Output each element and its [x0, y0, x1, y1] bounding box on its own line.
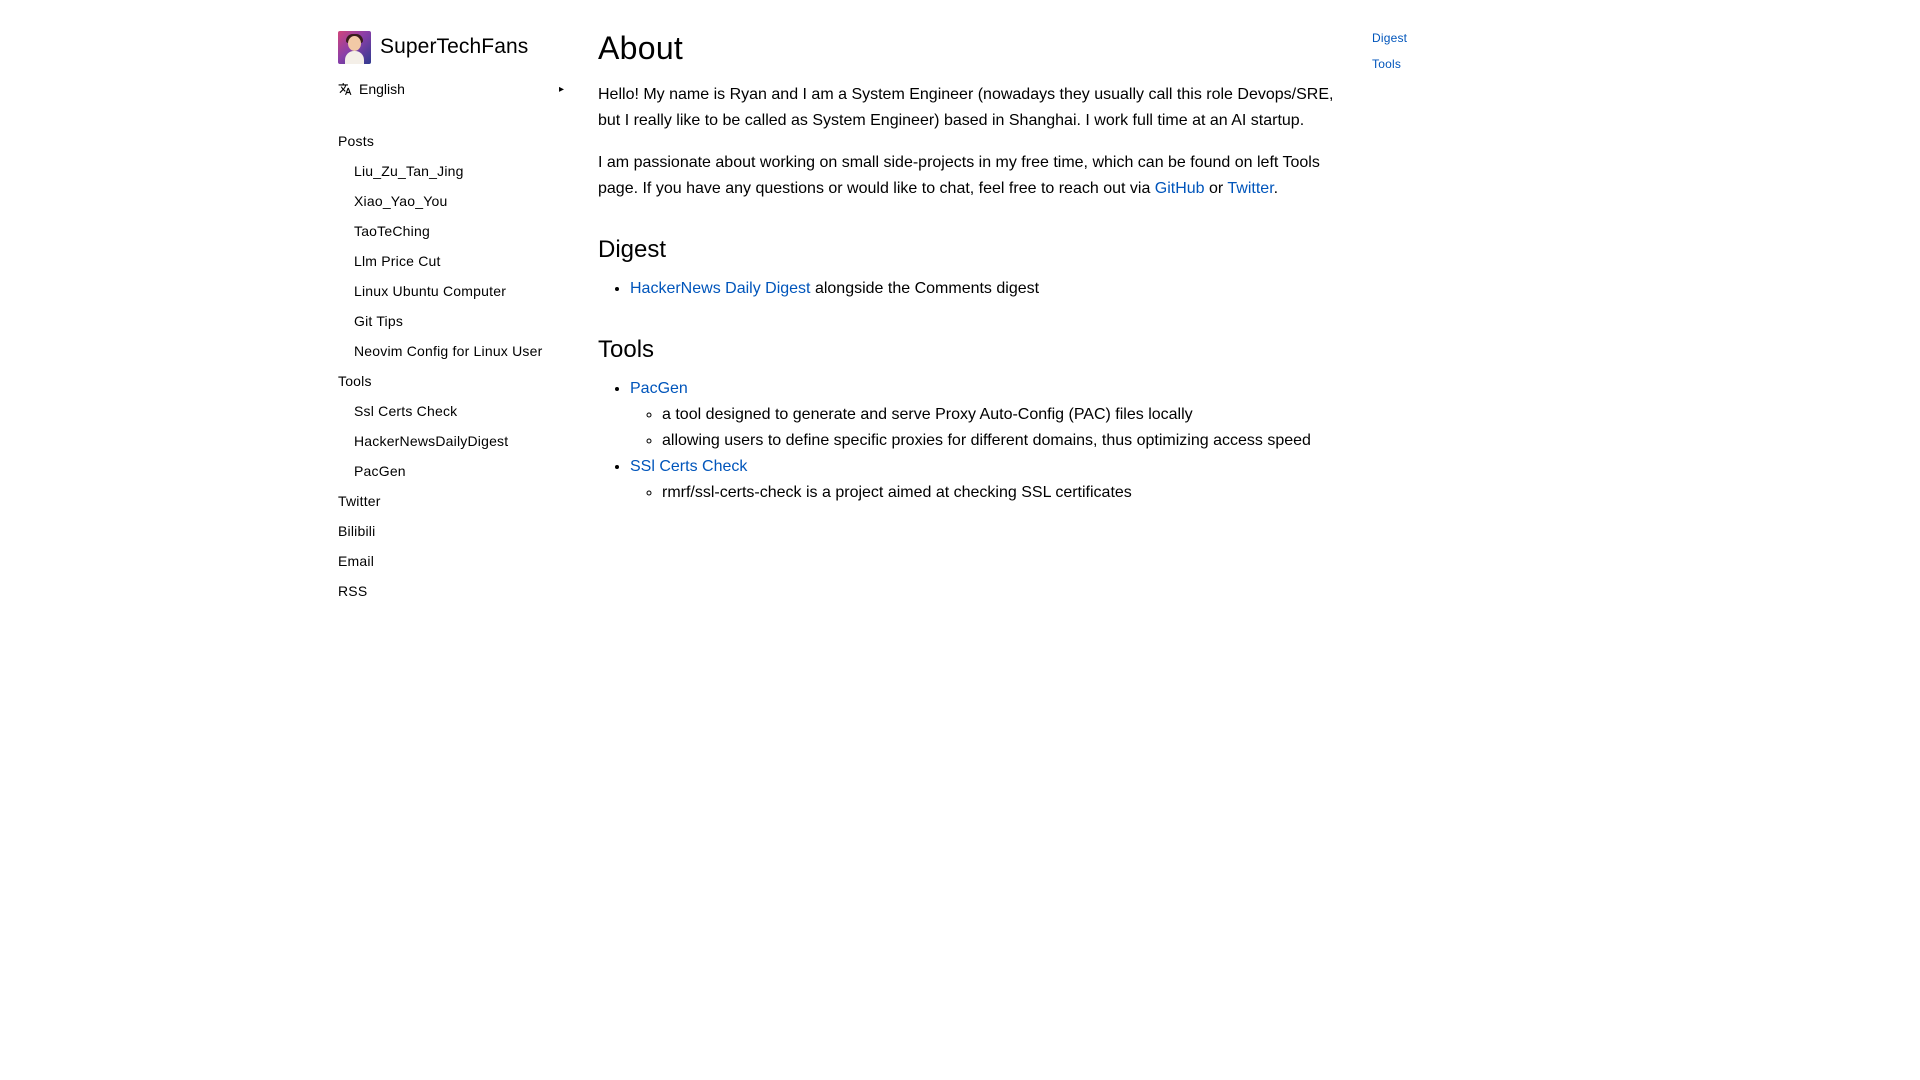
- sidebar-item-liu-zu-tan-jing[interactable]: Liu_Zu_Tan_Jing: [354, 163, 464, 179]
- list-item: [630, 454, 1340, 506]
- sidebar-item-pacgen[interactable]: PacGen: [354, 463, 406, 479]
- sidebar-nav: [338, 126, 570, 606]
- list-item: ◦ allowing users to define specific proxies for different domains, thus optimizing access speed: [662, 428, 1340, 454]
- list-item: [630, 376, 1340, 454]
- sidebar-item-neovim-config[interactable]: Neovim Config for Linux User: [354, 343, 543, 359]
- sidebar-item-ssl-certs-check[interactable]: Ssl Certs Check: [354, 403, 458, 419]
- digest-list: [598, 276, 1340, 302]
- caret-right-icon: ▸: [558, 83, 564, 95]
- toc-item-digest[interactable]: Digest: [1372, 31, 1408, 45]
- sidebar-item-linux-ubuntu-computer[interactable]: Linux Ubuntu Computer: [354, 283, 507, 299]
- ssl-certs-check-link[interactable]: SSl Certs Check: [630, 458, 748, 475]
- ssl-certs-check-details: [630, 480, 1340, 506]
- site-brand[interactable]: [338, 30, 570, 64]
- list-item: ◦ rmrf/ssl-certs-check is a project aimed at checking SSL certificates: [662, 480, 1340, 506]
- passion-text: I am passionate about working on small side-projects in my free time, which can be found on left Tools page. If you have any questions or would like to chat, feel free to reach out via: [598, 154, 1320, 197]
- twitter-link[interactable]: Twitter: [1227, 180, 1274, 197]
- github-link[interactable]: GitHub: [1154, 180, 1205, 197]
- main-content: [598, 26, 1340, 506]
- passion-paragraph: [598, 150, 1340, 202]
- toc-item-tools[interactable]: Tools: [1372, 57, 1402, 71]
- sidebar-item-rss[interactable]: RSS: [338, 583, 368, 599]
- site-title: SuperTechFans: [380, 35, 529, 58]
- language-label: English: [359, 81, 405, 97]
- list-item: [630, 276, 1340, 302]
- sidebar-item-email[interactable]: Email: [338, 553, 375, 569]
- passion-or-text: or: [1204, 180, 1228, 197]
- sidebar-item-git-tips[interactable]: Git Tips: [354, 313, 404, 329]
- digest-heading: Digest: [598, 236, 667, 263]
- sidebar-item-llm-price-cut[interactable]: Llm Price Cut: [354, 253, 441, 269]
- tools-heading: Tools: [598, 336, 655, 363]
- sidebar-item-twitter[interactable]: Twitter: [338, 493, 381, 509]
- pacgen-details: [630, 402, 1340, 454]
- sidebar: [338, 30, 570, 606]
- tools-list: [598, 376, 1340, 506]
- sidebar-item-tools[interactable]: Tools: [338, 373, 372, 389]
- avatar-logo-icon: [338, 31, 371, 64]
- table-of-contents: [1372, 28, 1407, 80]
- list-item: ◦ a tool designed to generate and serve Proxy Auto-Config (PAC) files locally: [662, 402, 1340, 428]
- hackernews-daily-digest-link[interactable]: HackerNews Daily Digest: [630, 280, 811, 297]
- page-title: About: [598, 30, 684, 66]
- sidebar-item-posts[interactable]: Posts: [338, 133, 375, 149]
- digest-description: alongside the Comments digest: [810, 280, 1040, 297]
- sidebar-item-taotching[interactable]: TaoTeChing: [354, 223, 430, 239]
- sidebar-item-hackernews-daily-digest[interactable]: HackerNewsDailyDigest: [354, 433, 509, 449]
- language-selector[interactable]: [338, 78, 570, 100]
- intro-paragraph: Hello! My name is Ryan and I am a System Engineer (nowadays they usually call this role Devops/SRE, but I really like to be called as System Engineer) based in Shanghai. I work full time at an AI startup.: [598, 86, 1334, 129]
- passion-end-text: .: [1273, 180, 1279, 197]
- sidebar-item-xiao-yao-you[interactable]: Xiao_Yao_You: [354, 193, 448, 209]
- translate-icon: [338, 82, 352, 96]
- pacgen-link[interactable]: PacGen: [630, 380, 688, 397]
- sidebar-item-bilibili[interactable]: Bilibili: [338, 523, 376, 539]
